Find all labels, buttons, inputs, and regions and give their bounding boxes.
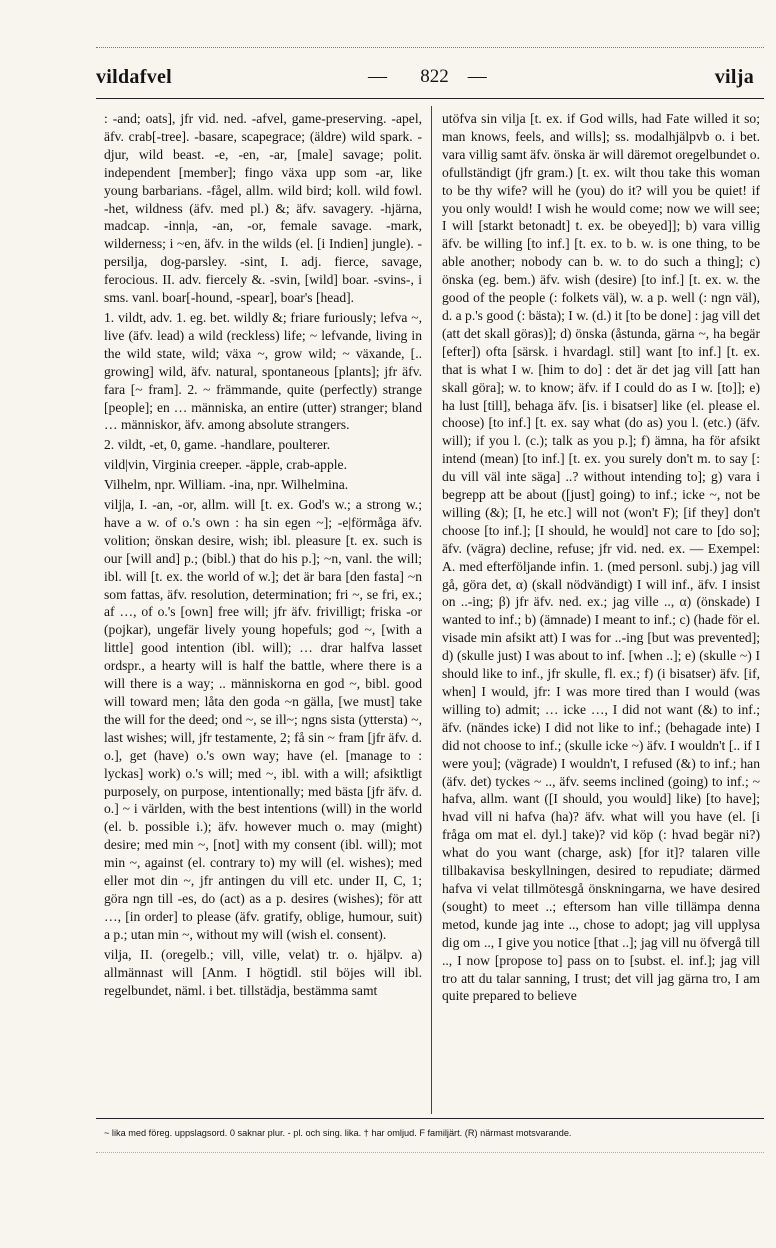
entry-paragraph: 2. vildt, -et, 0, game. -handlare, poulterer. [104, 437, 331, 453]
entry-paragraph: 1. vildt, adv. 1. eg. bet. wildly &; friare furiously; lefva ~, live (äfv. lead) a wild (reckless) life; ~ lefvande, living in the wild state, wild; växa ~, grow wild; ~ växande, [.. growing] wild, äfv. natural, spontaneous [plants]; jfr äfv. fara [~ fram]. 2. ~ främmande, quite (perfectly) strange [people]; en … människa, an entire (utter) stranger; bland … människor, äfv. among absolute strangers. [104, 309, 422, 433]
bottom-dotted-line [96, 1152, 764, 1153]
dash-right: — [467, 66, 487, 87]
left-running-head: vildafvel [96, 66, 173, 88]
entry-paragraph: vilja, II. (oregelb.; vill, ville, velat) tr. o. hjälpv. a) allmännast will [Anm. I högtidl. stil böjes will ibl. regelbundet, näml. i bet. tillstädja, bestämma samt [104, 946, 422, 998]
left-column [104, 110, 422, 1001]
dash-left: — [368, 66, 387, 87]
right-running-head: vilja [714, 66, 754, 88]
entry-paragraph: Vilhelm, npr. William. -ina, npr. Wilhelmina. [104, 477, 349, 493]
entry-paragraph: vild|vin, Virginia creeper. -äpple, crab-apple. [104, 457, 347, 473]
right-column [442, 110, 760, 1007]
entry-paragraph: utöfva sin vilja [t. ex. if God wills, had Fate willed it so; man knows, feels, and wills]; ss. modalhjälpvb o. i bet. vara villig samt äfv. önska är will däremot oregelbundet o. ofullständigt (jfr gram.) [t. ex. wilt thou take this woman to be thy wife? will he (you) do it? will you be quiet! if you only would! I wish he would come; now we will see; I will [starkt betonadt] t. ex. be obeyed]]; b) vara villig äfv. be willing [to inf.] [t. ex. to b. w. is one thing, to be able another; nobody can b. w. to do such a thing]; c) önska (eg. bem.) äfv. wish (desire) [to inf.] [t. ex. w. the good of the people (: folkets väl), w. a p. well (: ngn väl), d. a p.'s good (: bästa); I w. (d.) it [to be done] : jag vill det (att det skall göras)]; d) önska (åstunda, gärna ~, ha begär [efter]) ofta [särsk. i hvardagl. stil] want [to inf.] [t. ex. that is what I w. [him to do] : det är det jag vill [att han skall göra]; w. to know; äfv. if I could do as I w. [to]]; e) ha lust [till], behaga äfv. [is. i bisatser] like (el. please el. choose) [to inf.] [t. ex. say what (do as) you l. (etc.) (äfv. will); if you l. (c.); talk as you p.]; f) ämna, ha för afsikt intend (mean) [to inf.] [t. ex. you surely don't m. to say [: du vill väl inte säga] ..? without intending to]; g) vara i begrepp att be about ([just] going) to inf.; icke ~, not be willing (&); [I, he etc.] will not (won't F); [if they] don't choose [to inf.]; [I should, he would] not care to [do so]; äfv. (vägra) decline, refuse; jfr vid. ned. ex. — Exempel: A. med efterföljande infin. 1. (med personl. subj.) jag vill gå, göra det, α) (skall nödvändigt) I will inf., äfv. I insist on ..-ing; β) jfr äfv. ned. ex.; jag ville .., α) (önskade) I wanted to inf.; b) (ämnade) I meant to inf.; c) (hade för el. visade min afsikt att) I was for ..-ing [but was prevented]; d) (skulle just) I was about to inf. [when ..]; e) (skulle ~) I should like to inf., jfr skulle, fl. ex.; f) (i bisatser) äfv. [if, when] I would, jfr: I was more tired than I would (was willing to) admit; … icke …, I did not want (&) to inf.; äfv. (nändes icke) I did not like to inf.; (behagade inte) I did not choose to inf.; (skulle icke ~) äfv. I wouldn't [.. if I were you]; (vägrade) I wouldn't, I refused (&) to inf.; han (äfv. det) tyckes ~ .., äfv. seems inclined (going) to inf.; ~ hafva, allm. want ([I should, you would] like) [to have]; hvad vill ni hafva (ha)? äfv. what will you have (el. [i fråga om mat el. dyl.] take)? vid köp (: hvad begär ni?) what do you want (charge, ask) [for it]? talaren ville tillbakavisa beskyllningen, desired to repudiate; därmed hafva vi velat tillmötesgå önskningarna, we have desired (sought) to meet ..; eftersom han ville tillämpa denna metod, kunde jag inte .., chose to adopt; jag vill upplysa dig om .., I give you notice [that ..]; jag vill nu öfvergå till .., I now [propose to] pass on to [subst. el. inf.]; jag vill tro att du talar sanning, I trust; det vill jag gärna tro, I am quite prepared to believe [442, 111, 760, 1004]
footer-legend: ~ lika med föreg. uppslagsord. 0 saknar plur. - pl. och sing. lika. † har omljud. F familjärt. (R) närmast motsvarande. [104, 1128, 572, 1138]
header-rule [96, 98, 764, 99]
entry-paragraph: vilj|a, I. -an, -or, allm. will [t. ex. God's w.; a strong w.; have a w. of o.'s own : ha sin egen ~]; -e|förmåga äfv. volition; önskan desire, wish; ibl. pleasure [t. ex. such is our [will and] p.; (bibl.) that do his p.]; ~n, vanl. the will; ibl. will [t. ex. the world of w.]; det är bara [den fasta] ~n som fattas, äfv. resolution, determination; fri ~, se fri, ex.; af …, of o.'s [own] free will; jfr äfv. frivilligt; friska -or (pojkar), ungefär lively young hopefuls; god ~, [with a little] good intention (ibl. will); … drar halfva lasset ordspr., a hearty will is half the battle, where there is a will there is a way; .. människorna en god ~, bibl. good will toward men; låta den goda ~n gälla, [we must] take the will for the deed; ond ~, se ill~; ngns sista (yttersta) ~, last wishes; will, jfr testamente, 2; få sin ~ fram [jfr äfv. d. o.], get (have) o.'s own way; have (el. [manage to : lyckas] work) o.'s will; med ~, ibl. with a will; afsiktligt purposely, on purpose, intentionally; med bästa [jfr äfv. d. o.] ~ i världen, with the best intentions (will) in the world (el. b. possible i.); äfv. however much o. may (might) desire; med min ~, [not] with my consent (ibl. will); mot min ~, against (el. contrary to) my will (el. wishes); med eller mot din ~, jfr antingen du vill etc. under II, C, 1; göra ngn till -es, do (act) as a p. desires (wishes); för att …, [in order] to please (äfv. gratify, oblige, humour, suit) a p.; utan min ~, without my will (wish el. consent). [104, 497, 422, 942]
footer-rule [96, 1118, 764, 1119]
top-dotted-line [96, 47, 764, 48]
entry-paragraph: : -and; oats], jfr vid. ned. -afvel, game-preserving. -apel, äfv. crab[-tree]. -basare, scapegrace; (äldre) wild spark. -djur, wild beast. -e, -en, -ar, [male] savage; polit. independent [member]; fingo växa upp som -ar, like young barbarians. -fågel, allm. wild bird; koll. wild fowl. -het, wildness (äfv. med pl.) &; äfv. savagery. -hjärna, madcap. -inn|a, -an, -or, female savage. -mark, wilderness; i ~en, äfv. in the wilds (el. [i Indien] jungle). -persilja, dog-parsley. -sint, I. adj. fierce, savage, ferocious. II. adv. fiercely &. -svin, [wild] boar. -svins-, i sms. vanl. boar[-hound, -spear], boar's [head]. [104, 111, 422, 306]
page-number-value: 822 [420, 66, 449, 87]
page-header [96, 66, 764, 96]
page-number [368, 66, 487, 88]
column-divider [431, 106, 432, 1114]
